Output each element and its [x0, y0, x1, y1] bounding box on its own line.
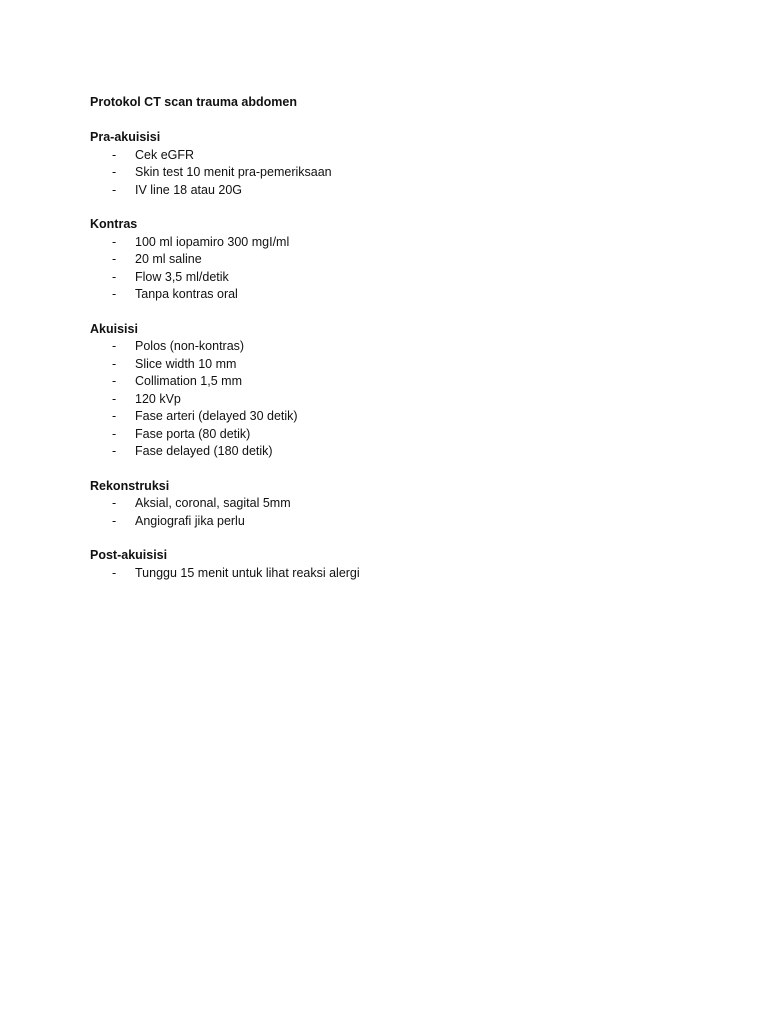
list-item-text: 100 ml iopamiro 300 mgI/ml	[135, 234, 290, 249]
list-item-text: Slice width 10 mm	[135, 356, 237, 371]
list-item	[90, 147, 690, 165]
list-item	[90, 164, 690, 182]
list-item-text: Cek eGFR	[135, 147, 195, 162]
list-item	[90, 408, 690, 426]
bullet-dash: -	[112, 565, 117, 580]
list-item-text: Fase porta (80 detik)	[135, 426, 251, 441]
section-post-akuisisi	[90, 547, 690, 582]
bullet-list	[90, 147, 690, 200]
bullet-dash: -	[112, 426, 117, 441]
list-item	[90, 356, 690, 374]
bullet-dash: -	[112, 147, 117, 162]
list-item-text: Collimation 1,5 mm	[135, 374, 242, 388]
list-item-text: Angiografi jika perlu	[135, 513, 245, 528]
bullet-dash: -	[112, 269, 117, 284]
section-pra-akuisisi	[90, 129, 690, 199]
list-item	[90, 182, 690, 200]
bullet-dash: -	[112, 252, 117, 266]
list-item-text: IV line 18 atau 20G	[135, 182, 243, 197]
list-item	[90, 286, 690, 304]
bullet-list	[90, 565, 690, 583]
bullet-dash: -	[112, 182, 117, 197]
list-item	[90, 391, 690, 409]
list-item-text: Polos (non-kontras)	[135, 339, 245, 353]
list-item	[90, 565, 690, 583]
list-item-text: Tanpa kontras oral	[135, 287, 238, 301]
bullet-dash: -	[112, 409, 117, 423]
document-body	[90, 94, 690, 599]
bullet-list	[90, 234, 690, 304]
bullet-dash: -	[112, 287, 117, 301]
bullet-list	[90, 495, 690, 530]
list-item	[90, 495, 690, 513]
section-akuisisi	[90, 321, 690, 461]
section-kontras	[90, 216, 690, 304]
list-item-text: Fase arteri (delayed 30 detik)	[135, 409, 298, 423]
section-heading: Rekonstruksi	[90, 478, 170, 493]
list-item-text: 20 ml saline	[135, 252, 202, 266]
bullet-dash: -	[112, 356, 117, 371]
section-heading: Kontras	[90, 217, 138, 231]
bullet-dash: -	[112, 234, 117, 249]
list-item	[90, 251, 690, 269]
list-item-text: Fase delayed (180 detik)	[135, 444, 273, 458]
section-rekonstruksi	[90, 478, 690, 531]
bullet-dash: -	[112, 165, 117, 179]
bullet-dash: -	[112, 374, 117, 388]
document-title: Protokol CT scan trauma abdomen	[90, 95, 297, 109]
list-item	[90, 338, 690, 356]
bullet-list	[90, 338, 690, 461]
bullet-dash: -	[112, 513, 117, 528]
section-heading: Post-akuisisi	[90, 548, 168, 562]
section-heading: Akuisisi	[90, 321, 138, 336]
list-item-text: Skin test 10 menit pra-pemeriksaan	[135, 165, 332, 179]
list-item-text: 120 kVp	[135, 391, 181, 406]
list-item	[90, 234, 690, 252]
list-item	[90, 426, 690, 444]
section-heading: Pra-akuisisi	[90, 130, 161, 144]
list-item-text: Aksial, coronal, sagital 5mm	[135, 496, 291, 510]
list-item	[90, 443, 690, 461]
list-item-text: Tunggu 15 menit untuk lihat reaksi alergi	[135, 565, 360, 580]
list-item	[90, 269, 690, 287]
list-item	[90, 373, 690, 391]
list-item-text: Flow 3,5 ml/detik	[135, 269, 229, 284]
list-item	[90, 513, 690, 531]
bullet-dash: -	[112, 391, 117, 406]
bullet-dash: -	[112, 496, 117, 510]
bullet-dash: -	[112, 444, 117, 458]
bullet-dash: -	[112, 339, 117, 353]
